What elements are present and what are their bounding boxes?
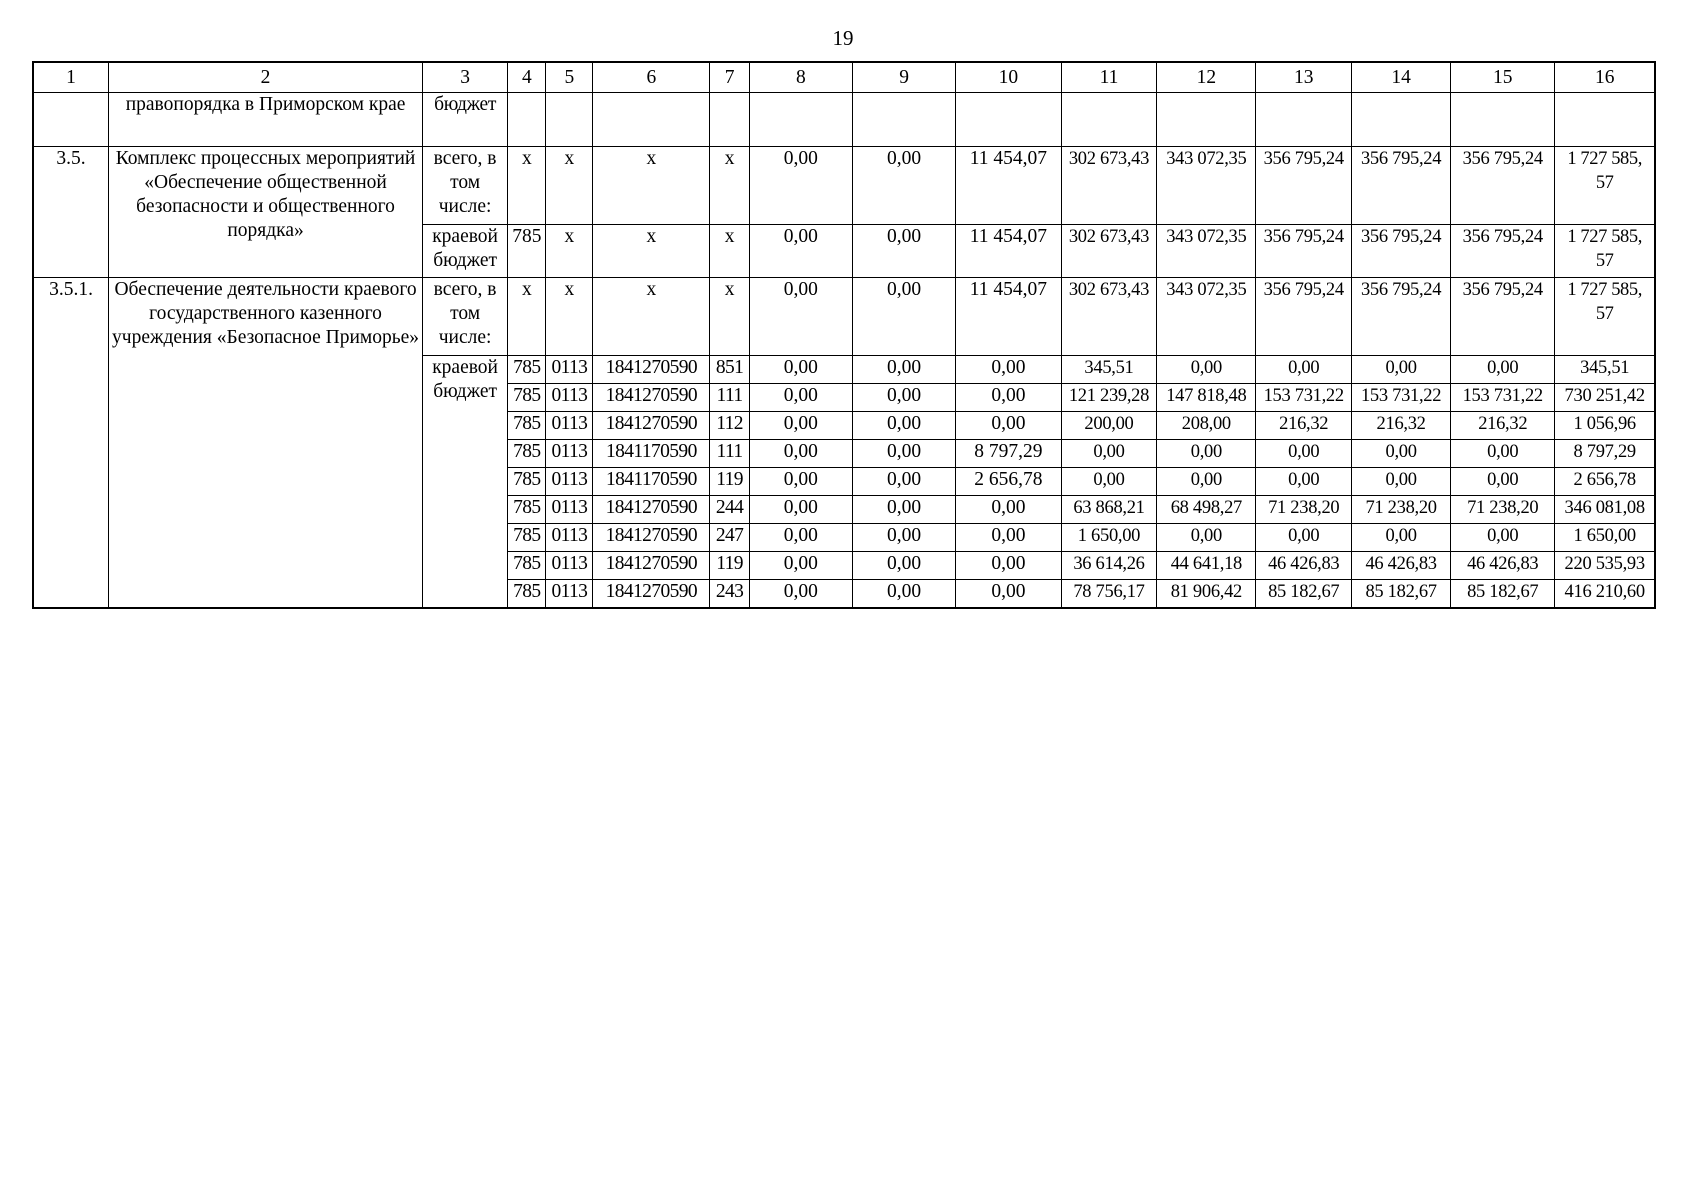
- value-cell: 730 251,42: [1555, 384, 1655, 412]
- code-cell: x: [593, 278, 710, 356]
- value-cell: 0,00: [749, 524, 852, 552]
- code-cell: 1841270590: [593, 412, 710, 440]
- item-name-cell: правопорядка в Приморском крае: [109, 93, 423, 147]
- value-cell: 46 426,83: [1256, 552, 1352, 580]
- value-cell: 220 535,93: [1555, 552, 1655, 580]
- value-cell: 0,00: [749, 552, 852, 580]
- value-cell: 0,00: [1256, 356, 1352, 384]
- code-cell: 785: [508, 440, 546, 468]
- code-cell: 119: [710, 468, 749, 496]
- value-cell: 0,00: [749, 440, 852, 468]
- value-cell: 0,00: [852, 524, 955, 552]
- value-cell: 0,00: [852, 440, 955, 468]
- code-cell: x: [546, 225, 593, 278]
- value-cell: 8 797,29: [956, 440, 1061, 468]
- value-cell: 216,32: [1256, 412, 1352, 440]
- row-number-cell: [33, 93, 109, 147]
- column-header: 13: [1256, 62, 1352, 93]
- code-cell: 0113: [546, 524, 593, 552]
- code-cell: 111: [710, 384, 749, 412]
- code-cell: x: [546, 278, 593, 356]
- continuation-row: [33, 93, 1655, 147]
- code-cell: 785: [508, 225, 546, 278]
- page-number: 19: [832, 26, 854, 50]
- value-cell: 0,00: [956, 384, 1061, 412]
- value-cell: 153 731,22: [1352, 384, 1451, 412]
- code-cell: x: [546, 147, 593, 225]
- value-cell: 0,00: [956, 412, 1061, 440]
- value-cell: 68 498,27: [1157, 496, 1256, 524]
- value-cell: 147 818,48: [1157, 384, 1256, 412]
- code-cell: 0113: [546, 552, 593, 580]
- code-cell: 119: [710, 552, 749, 580]
- code-cell: 851: [710, 356, 749, 384]
- empty-cell: [1555, 93, 1655, 147]
- code-cell: 1841270590: [593, 384, 710, 412]
- empty-cell: [1061, 93, 1157, 147]
- value-cell: 0,00: [1352, 440, 1451, 468]
- row-number-cell: 3.5.: [33, 147, 109, 278]
- value-cell: 78 756,17: [1061, 580, 1157, 609]
- code-cell: 785: [508, 496, 546, 524]
- value-cell: 0,00: [852, 468, 955, 496]
- value-cell: 356 795,24: [1352, 147, 1451, 225]
- code-cell: 247: [710, 524, 749, 552]
- value-cell: 71 238,20: [1352, 496, 1451, 524]
- column-header: 12: [1157, 62, 1256, 93]
- value-cell: 0,00: [1352, 524, 1451, 552]
- value-cell: 0,00: [1451, 356, 1555, 384]
- code-cell: 0113: [546, 412, 593, 440]
- value-cell: 1 727 585, 57: [1555, 147, 1655, 225]
- value-cell: 0,00: [1352, 356, 1451, 384]
- value-cell: 0,00: [749, 580, 852, 609]
- column-header: 4: [508, 62, 546, 93]
- column-header: 10: [956, 62, 1061, 93]
- value-cell: 71 238,20: [1256, 496, 1352, 524]
- code-cell: x: [508, 278, 546, 356]
- value-cell: 63 868,21: [1061, 496, 1157, 524]
- empty-cell: [508, 93, 546, 147]
- value-cell: 0,00: [749, 225, 852, 278]
- value-cell: 302 673,43: [1061, 147, 1157, 225]
- value-cell: 0,00: [852, 412, 955, 440]
- code-cell: 0113: [546, 468, 593, 496]
- value-cell: 1 727 585, 57: [1555, 225, 1655, 278]
- value-cell: 356 795,24: [1451, 147, 1555, 225]
- column-header: 6: [593, 62, 710, 93]
- empty-cell: [749, 93, 852, 147]
- code-cell: 785: [508, 552, 546, 580]
- value-cell: 0,00: [1061, 440, 1157, 468]
- row-3-5-total: [33, 147, 1655, 225]
- code-cell: 1841270590: [593, 496, 710, 524]
- value-cell: 356 795,24: [1451, 278, 1555, 356]
- code-cell: 111: [710, 440, 749, 468]
- code-cell: 785: [508, 384, 546, 412]
- row-3-5-1-total: [33, 278, 1655, 356]
- value-cell: 2 656,78: [956, 468, 1061, 496]
- value-cell: 356 795,24: [1352, 225, 1451, 278]
- value-cell: 36 614,26: [1061, 552, 1157, 580]
- value-cell: 2 656,78: [1555, 468, 1655, 496]
- value-cell: 0,00: [1256, 524, 1352, 552]
- value-cell: 0,00: [852, 384, 955, 412]
- code-cell: 0113: [546, 356, 593, 384]
- value-cell: 0,00: [749, 147, 852, 225]
- value-cell: 85 182,67: [1256, 580, 1352, 609]
- value-cell: 0,00: [1157, 524, 1256, 552]
- empty-cell: [1352, 93, 1451, 147]
- value-cell: 0,00: [1451, 524, 1555, 552]
- value-cell: 0,00: [956, 356, 1061, 384]
- source-cell: бюджет: [423, 93, 508, 147]
- code-cell: 1841270590: [593, 580, 710, 609]
- code-cell: x: [710, 225, 749, 278]
- code-cell: 1841170590: [593, 468, 710, 496]
- value-cell: 0,00: [852, 496, 955, 524]
- value-cell: 44 641,18: [1157, 552, 1256, 580]
- value-cell: 0,00: [1451, 440, 1555, 468]
- value-cell: 416 210,60: [1555, 580, 1655, 609]
- value-cell: 11 454,07: [956, 225, 1061, 278]
- value-cell: 0,00: [749, 412, 852, 440]
- column-numbers-row: [33, 62, 1655, 93]
- value-cell: 1 650,00: [1061, 524, 1157, 552]
- value-cell: 0,00: [852, 147, 955, 225]
- code-cell: x: [710, 147, 749, 225]
- value-cell: 345,51: [1555, 356, 1655, 384]
- row-number-cell: 3.5.1.: [33, 278, 109, 609]
- value-cell: 356 795,24: [1256, 225, 1352, 278]
- value-cell: 302 673,43: [1061, 278, 1157, 356]
- code-cell: 785: [508, 524, 546, 552]
- column-header: 3: [423, 62, 508, 93]
- code-cell: x: [710, 278, 749, 356]
- value-cell: 153 731,22: [1256, 384, 1352, 412]
- value-cell: 0,00: [956, 580, 1061, 609]
- value-cell: 0,00: [749, 468, 852, 496]
- value-cell: 200,00: [1061, 412, 1157, 440]
- item-name-cell: Обеспечение деятельности краевого государственного казенного учреждения «Безопасное Приморье»: [109, 278, 423, 609]
- empty-cell: [1451, 93, 1555, 147]
- code-cell: 243: [710, 580, 749, 609]
- value-cell: 356 795,24: [1451, 225, 1555, 278]
- value-cell: 85 182,67: [1352, 580, 1451, 609]
- value-cell: 153 731,22: [1451, 384, 1555, 412]
- column-header: 11: [1061, 62, 1157, 93]
- column-header: 9: [852, 62, 955, 93]
- value-cell: 0,00: [956, 552, 1061, 580]
- value-cell: 0,00: [1256, 440, 1352, 468]
- source-cell: краевой бюджет: [423, 356, 508, 609]
- code-cell: 1841270590: [593, 356, 710, 384]
- code-cell: 1841270590: [593, 524, 710, 552]
- value-cell: 343 072,35: [1157, 147, 1256, 225]
- value-cell: 1 056,96: [1555, 412, 1655, 440]
- value-cell: 216,32: [1352, 412, 1451, 440]
- value-cell: 0,00: [956, 524, 1061, 552]
- value-cell: 0,00: [852, 356, 955, 384]
- code-cell: 785: [508, 468, 546, 496]
- empty-cell: [546, 93, 593, 147]
- code-cell: x: [508, 147, 546, 225]
- budget-table: [32, 61, 1656, 609]
- value-cell: 121 239,28: [1061, 384, 1157, 412]
- value-cell: 0,00: [852, 552, 955, 580]
- value-cell: 81 906,42: [1157, 580, 1256, 609]
- column-header: 5: [546, 62, 593, 93]
- code-cell: 1841270590: [593, 552, 710, 580]
- value-cell: 0,00: [956, 496, 1061, 524]
- empty-cell: [852, 93, 955, 147]
- code-cell: 785: [508, 412, 546, 440]
- code-cell: 0113: [546, 580, 593, 609]
- value-cell: 46 426,83: [1451, 552, 1555, 580]
- column-header: 8: [749, 62, 852, 93]
- column-header: 1: [33, 62, 109, 93]
- code-cell: 244: [710, 496, 749, 524]
- code-cell: 1841170590: [593, 440, 710, 468]
- code-cell: 112: [710, 412, 749, 440]
- value-cell: 0,00: [852, 225, 955, 278]
- empty-cell: [593, 93, 710, 147]
- code-cell: 785: [508, 356, 546, 384]
- value-cell: 85 182,67: [1451, 580, 1555, 609]
- empty-cell: [1256, 93, 1352, 147]
- code-cell: x: [593, 147, 710, 225]
- code-cell: 0113: [546, 440, 593, 468]
- value-cell: 0,00: [1157, 468, 1256, 496]
- column-header: 7: [710, 62, 749, 93]
- value-cell: 356 795,24: [1256, 278, 1352, 356]
- value-cell: 0,00: [1451, 468, 1555, 496]
- empty-cell: [956, 93, 1061, 147]
- value-cell: 46 426,83: [1352, 552, 1451, 580]
- value-cell: 356 795,24: [1352, 278, 1451, 356]
- value-cell: 0,00: [749, 278, 852, 356]
- value-cell: 216,32: [1451, 412, 1555, 440]
- value-cell: 0,00: [1256, 468, 1352, 496]
- value-cell: 11 454,07: [956, 278, 1061, 356]
- column-header: 16: [1555, 62, 1655, 93]
- source-cell: всего, в том числе:: [423, 147, 508, 225]
- value-cell: 71 238,20: [1451, 496, 1555, 524]
- code-cell: x: [593, 225, 710, 278]
- value-cell: 0,00: [852, 580, 955, 609]
- value-cell: 0,00: [749, 496, 852, 524]
- table-header: [33, 62, 1655, 93]
- column-header: 14: [1352, 62, 1451, 93]
- value-cell: 346 081,08: [1555, 496, 1655, 524]
- value-cell: 345,51: [1061, 356, 1157, 384]
- value-cell: 343 072,35: [1157, 225, 1256, 278]
- value-cell: 0,00: [749, 356, 852, 384]
- value-cell: 0,00: [1061, 468, 1157, 496]
- value-cell: 1 727 585, 57: [1555, 278, 1655, 356]
- value-cell: 343 072,35: [1157, 278, 1256, 356]
- value-cell: 11 454,07: [956, 147, 1061, 225]
- value-cell: 0,00: [1157, 440, 1256, 468]
- value-cell: 356 795,24: [1256, 147, 1352, 225]
- value-cell: 208,00: [1157, 412, 1256, 440]
- value-cell: 302 673,43: [1061, 225, 1157, 278]
- empty-cell: [710, 93, 749, 147]
- source-cell: всего, в том числе:: [423, 278, 508, 356]
- code-cell: 0113: [546, 384, 593, 412]
- item-name-cell: Комплекс процессных мероприятий «Обеспечение общественной безопасности и общественного порядка»: [109, 147, 423, 278]
- value-cell: 0,00: [852, 278, 955, 356]
- column-header: 2: [109, 62, 423, 93]
- code-cell: 785: [508, 580, 546, 609]
- value-cell: 1 650,00: [1555, 524, 1655, 552]
- value-cell: 8 797,29: [1555, 440, 1655, 468]
- value-cell: 0,00: [1352, 468, 1451, 496]
- source-cell: краевой бюджет: [423, 225, 508, 278]
- code-cell: 0113: [546, 496, 593, 524]
- value-cell: 0,00: [1157, 356, 1256, 384]
- value-cell: 0,00: [749, 384, 852, 412]
- empty-cell: [1157, 93, 1256, 147]
- column-header: 15: [1451, 62, 1555, 93]
